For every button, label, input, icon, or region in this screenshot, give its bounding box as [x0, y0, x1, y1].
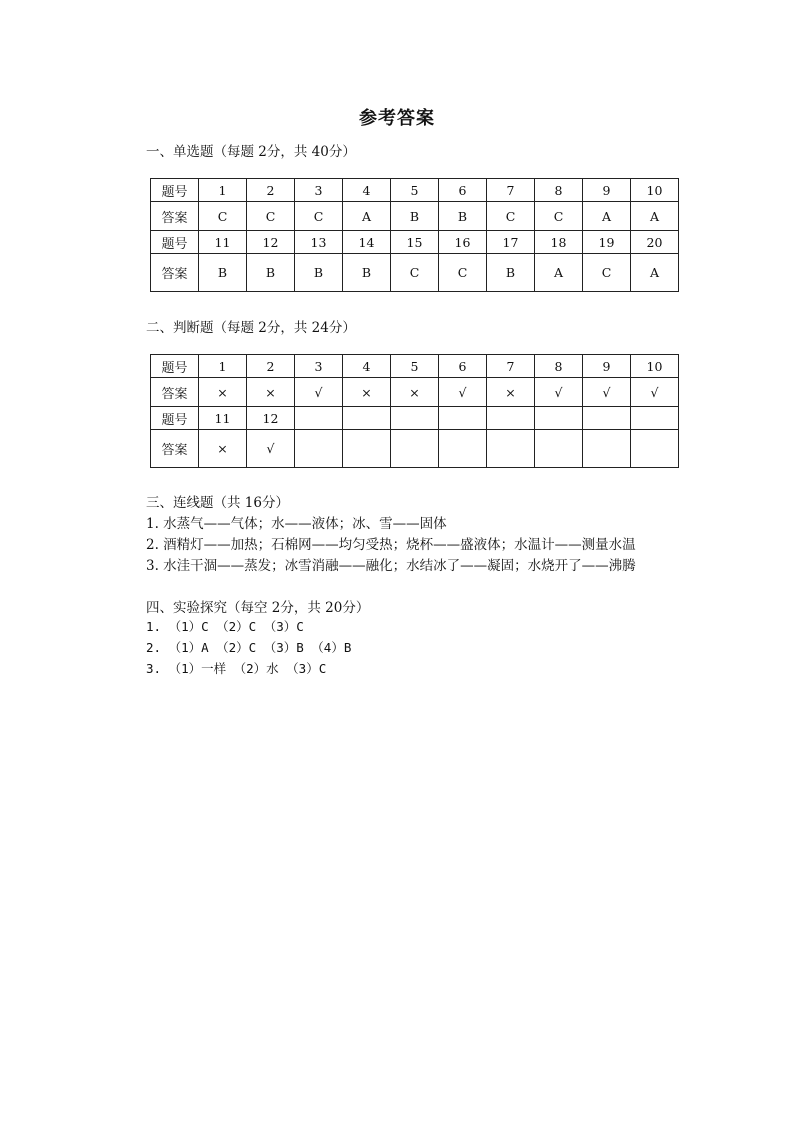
row-label: 题号 [151, 355, 199, 378]
table-cell: 5 [391, 179, 439, 202]
table-row [151, 231, 679, 254]
row-label: 题号 [151, 231, 199, 254]
table-cell [391, 407, 439, 430]
table-cell: 1 [199, 179, 247, 202]
table-cell [343, 407, 391, 430]
table-cell: 8 [535, 179, 583, 202]
table-cell: B [295, 254, 343, 292]
section3-heading: 三、连线题（共 16分） [146, 495, 289, 511]
table-cell: B [247, 254, 295, 292]
table-cell: B [343, 254, 391, 292]
table-cell: 7 [487, 355, 535, 378]
table-row [151, 202, 679, 231]
table-cell: 19 [583, 231, 631, 254]
table-cell: 9 [583, 179, 631, 202]
table-cell: A [631, 254, 679, 292]
table-cell [535, 430, 583, 468]
table-cell [631, 407, 679, 430]
table-cell: 11 [199, 407, 247, 430]
table-cell: 12 [247, 231, 295, 254]
matching-answer-line: 3. 水洼干涸——蒸发；冰雪消融——融化；水结冰了——凝固；水烧开了——沸腾 [146, 558, 636, 574]
experiment-answer-line: 3. （1）一样 （2）水 （3）C [146, 661, 327, 676]
table-cell: B [439, 202, 487, 231]
row-label: 答案 [151, 378, 199, 407]
matching-answer-line: 2. 酒精灯——加热；石棉网——均匀受热；烧杯——盛液体；水温计——测量水温 [146, 537, 636, 553]
table-cell: 6 [439, 355, 487, 378]
row-label: 答案 [151, 430, 199, 468]
table-cell: √ [247, 430, 295, 468]
table-cell: × [343, 378, 391, 407]
table-cell: 5 [391, 355, 439, 378]
table-cell: A [343, 202, 391, 231]
table-cell: √ [295, 378, 343, 407]
table-cell: 3 [295, 355, 343, 378]
table-cell [583, 407, 631, 430]
experiment-answer-line: 2. （1）A （2）C （3）B （4）B [146, 640, 352, 655]
section2-heading: 二、判断题（每题 2分，共 24分） [146, 320, 356, 336]
table-cell: √ [631, 378, 679, 407]
table-row [151, 407, 679, 430]
table-cell: A [535, 254, 583, 292]
table-cell: A [631, 202, 679, 231]
experiment-answer-line: 1. （1）C （2）C （3）C [146, 619, 304, 634]
table-cell [583, 430, 631, 468]
table-row [151, 430, 679, 468]
table-cell: C [247, 202, 295, 231]
table-cell: A [583, 202, 631, 231]
table-cell: C [295, 202, 343, 231]
row-label: 题号 [151, 179, 199, 202]
table-cell: 8 [535, 355, 583, 378]
table-cell: 9 [583, 355, 631, 378]
table-cell: 15 [391, 231, 439, 254]
table-cell: 13 [295, 231, 343, 254]
table-cell: 3 [295, 179, 343, 202]
table-cell [295, 407, 343, 430]
true-false-answer-table [150, 354, 679, 468]
table-cell [631, 430, 679, 468]
row-label: 答案 [151, 254, 199, 292]
table-cell: 17 [487, 231, 535, 254]
table-cell: 1 [199, 355, 247, 378]
table-row [151, 179, 679, 202]
table-cell: 4 [343, 179, 391, 202]
table-cell: × [391, 378, 439, 407]
row-label: 答案 [151, 202, 199, 231]
table-row [151, 355, 679, 378]
table-cell: C [439, 254, 487, 292]
table-cell: 10 [631, 179, 679, 202]
table-cell: 18 [535, 231, 583, 254]
table-cell: 4 [343, 355, 391, 378]
table-row [151, 254, 679, 292]
table-cell: √ [439, 378, 487, 407]
section1-heading: 一、单选题（每题 2分，共 40分） [146, 144, 356, 160]
table-cell: × [247, 378, 295, 407]
table-cell [535, 407, 583, 430]
matching-answer-line: 1. 水蒸气——气体；水——液体；冰、雪——固体 [146, 516, 447, 532]
table-cell: B [391, 202, 439, 231]
table-cell: 14 [343, 231, 391, 254]
table-cell: 11 [199, 231, 247, 254]
row-label: 题号 [151, 407, 199, 430]
table-cell [439, 407, 487, 430]
table-cell: 6 [439, 179, 487, 202]
table-cell: B [487, 254, 535, 292]
table-cell [391, 430, 439, 468]
table-cell: 20 [631, 231, 679, 254]
table-cell: √ [583, 378, 631, 407]
table-cell: 12 [247, 407, 295, 430]
table-cell: C [487, 202, 535, 231]
table-cell: × [487, 378, 535, 407]
table-cell: √ [535, 378, 583, 407]
table-cell [487, 430, 535, 468]
table-cell: 16 [439, 231, 487, 254]
table-cell: 10 [631, 355, 679, 378]
table-cell: C [535, 202, 583, 231]
table-row [151, 378, 679, 407]
table-cell: B [199, 254, 247, 292]
table-cell [439, 430, 487, 468]
table-cell: 2 [247, 355, 295, 378]
table-cell [295, 430, 343, 468]
table-cell [343, 430, 391, 468]
table-cell [487, 407, 535, 430]
table-cell: C [391, 254, 439, 292]
table-cell: C [583, 254, 631, 292]
table-cell: 7 [487, 179, 535, 202]
table-cell: C [199, 202, 247, 231]
table-cell: × [199, 430, 247, 468]
section4-heading: 四、实验探究（每空 2分，共 20分） [146, 600, 370, 616]
page-title: 参考答案 [359, 108, 435, 129]
single-choice-answer-table [150, 178, 679, 292]
table-cell: × [199, 378, 247, 407]
table-cell: 2 [247, 179, 295, 202]
